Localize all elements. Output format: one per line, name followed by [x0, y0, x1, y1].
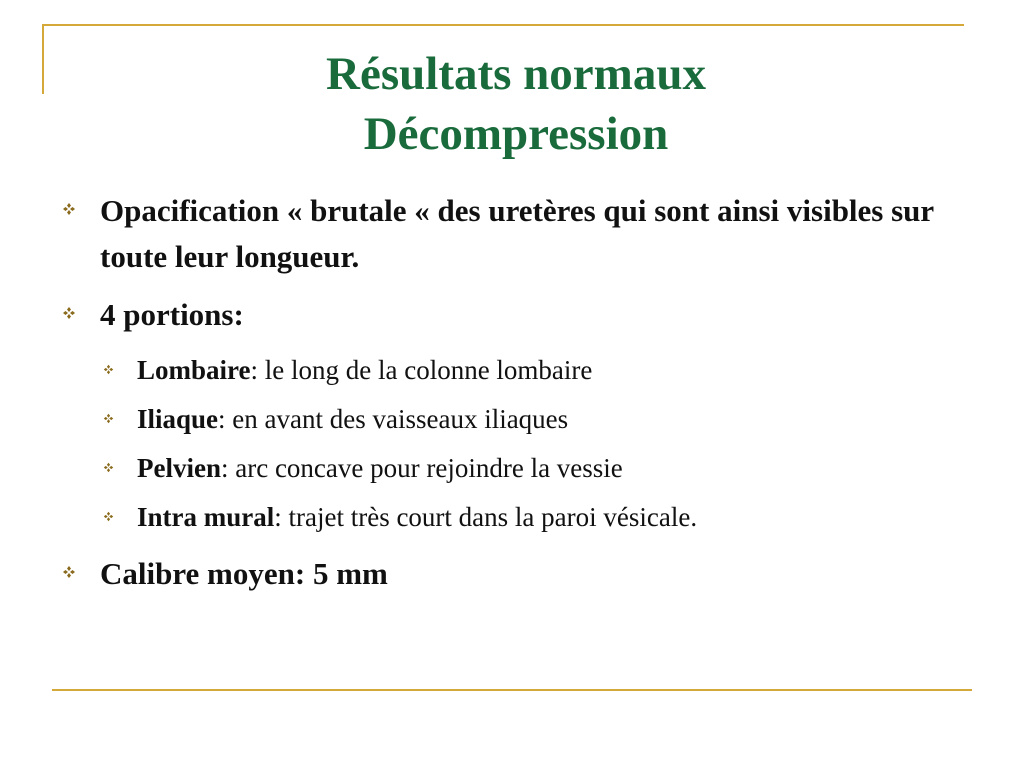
four-diamond-bullet-icon [103, 511, 114, 522]
title-line-2: Décompression [363, 108, 669, 160]
slide-title [60, 44, 972, 164]
four-diamond-bullet-icon [62, 202, 76, 216]
sub-bullet-desc: : le long de la colonne lombaire [250, 355, 593, 385]
title-line-1: Résultats normaux [326, 48, 706, 100]
four-diamond-bullet-icon [62, 565, 76, 579]
sub-bullet-lombaire [100, 350, 952, 390]
sub-bullet-intra-mural [100, 497, 952, 537]
sub-bullet-desc: : en avant des vaisseaux iliaques [218, 404, 569, 434]
bullet-text: Opacification « brutale « des uretères qui sont ainsi visibles sur toute leur longueur. [100, 193, 934, 274]
four-diamond-bullet-icon [103, 413, 114, 424]
bullet-text: 4 portions: [100, 297, 244, 332]
top-rule [42, 24, 964, 26]
bullet-calibre [62, 551, 952, 597]
sub-bullet-term: Iliaque [137, 404, 219, 434]
bottom-rule [52, 689, 972, 691]
four-diamond-bullet-icon [103, 364, 114, 375]
left-rule [42, 24, 44, 94]
bullet-opacification [62, 188, 952, 280]
sub-bullet-iliaque [100, 399, 952, 439]
four-diamond-bullet-icon [62, 306, 76, 320]
sub-bullet-pelvien [100, 448, 952, 488]
sub-bullet-term: Pelvien [137, 453, 221, 483]
sub-bullet-desc: : arc concave pour rejoindre la vessie [220, 453, 623, 483]
sub-bullet-term: Lombaire [137, 355, 251, 385]
four-diamond-bullet-icon [103, 462, 114, 473]
bullet-text: Calibre moyen: 5 mm [100, 556, 388, 591]
sub-bullet-term: Intra mural [137, 502, 275, 532]
sub-bullet-desc: : trajet très court dans la paroi vésicale. [274, 502, 698, 532]
bullet-portions [62, 292, 952, 338]
slide-content [62, 188, 952, 609]
sub-bullet-list [100, 350, 952, 537]
